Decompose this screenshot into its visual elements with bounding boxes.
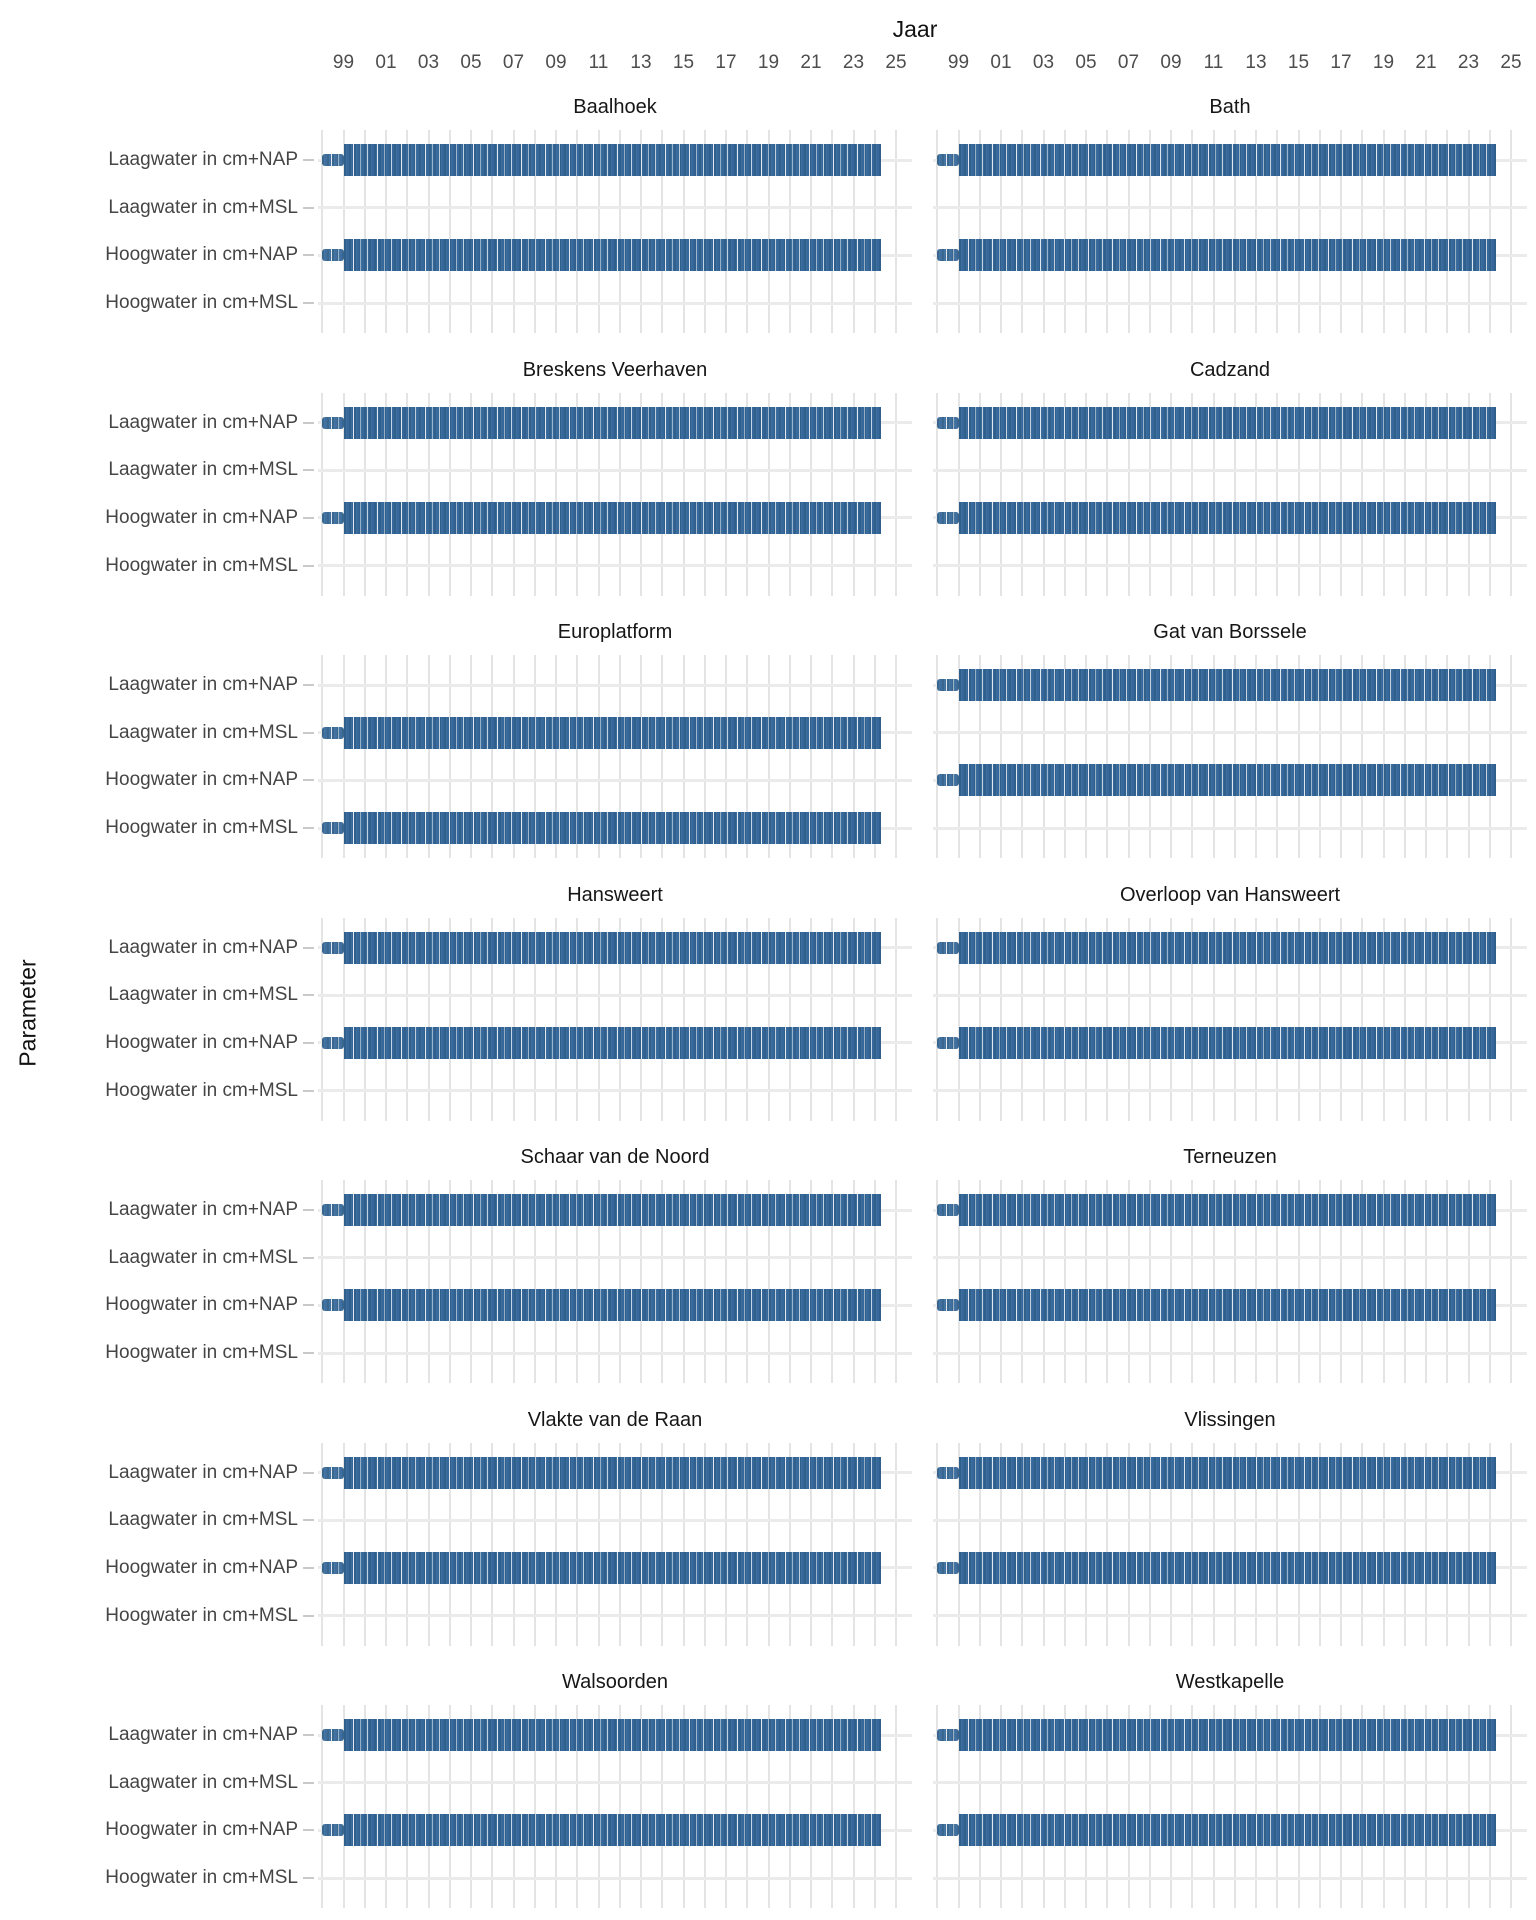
h-gridline [318,684,912,687]
x-tick-label: 13 [1245,52,1267,73]
availability-bar [344,1194,882,1226]
x-tick-label: 05 [1075,52,1097,73]
availability-bar [959,502,1497,534]
x-tick-label: 09 [545,52,567,73]
y-tick-mark [303,1042,314,1044]
facet-title: Walsoorden [562,1671,668,1693]
facet-panel [933,393,1527,596]
y-tick-mark [303,1829,314,1831]
facet-title: Cadzand [1189,358,1271,381]
h-gridline [318,469,912,472]
facet-title: Vlissingen [1184,1408,1276,1431]
x-tick-label: 21 [800,52,822,73]
y-tick-mark [303,1304,314,1306]
availability-bar-sparse [322,417,343,429]
row-label: Laagwater in cm+MSL [108,721,298,743]
y-tick-mark [303,565,314,567]
availability-bar [959,1552,1497,1584]
x-tick-label: 01 [990,52,1012,73]
row-label: Hoogwater in cm+MSL [105,292,298,313]
h-gridline [318,564,912,567]
h-gridline [933,994,1527,997]
availability-bar-sparse [322,822,343,834]
h-gridline [933,206,1527,209]
availability-bar [959,932,1497,964]
row-label: Laagwater in cm+MSL [108,1509,298,1531]
facet-title: Baalhoek [573,96,657,118]
availability-bar [344,717,882,749]
y-tick-mark [303,1257,314,1259]
facet-title: Europlatform [557,621,673,643]
y-tick-mark [303,1567,314,1569]
x-tick-label: 21 [1415,52,1437,73]
availability-bar [959,1814,1497,1846]
row-label: Laagwater in cm+MSL [108,1771,298,1793]
availability-bar [959,764,1497,796]
row-label: Hoogwater in cm+NAP [105,1556,298,1578]
h-gridline [318,994,912,997]
availability-bar-sparse [322,1037,343,1049]
row-label: Hoogwater in cm+MSL [105,1079,298,1101]
y-tick-mark [303,254,314,256]
availability-bar-sparse [937,774,958,786]
availability-bar-sparse [937,1562,958,1574]
y-tick-mark [303,1877,314,1879]
row-label: Laagwater in cm+MSL [108,459,298,481]
facet-panel [933,918,1527,1121]
availability-bar-sparse [322,1729,343,1741]
availability-bar-sparse [322,942,343,954]
availability-bar [959,239,1497,271]
availability-bar-sparse [322,727,343,739]
availability-bar [959,1719,1497,1751]
availability-bar [344,502,882,534]
x-tick-label: 01 [375,52,397,73]
facet-title: Bath [1209,96,1251,118]
x-tick-label: 09 [1160,52,1182,73]
row-label: Hoogwater in cm+NAP [105,506,298,528]
h-gridline [318,302,912,305]
facet-panel [933,130,1527,333]
availability-bar-sparse [322,1562,343,1574]
h-gridline [318,1519,912,1522]
facet-panel [933,1443,1527,1646]
x-tick-label: 23 [1457,52,1480,73]
row-label: Hoogwater in cm+MSL [105,1604,298,1626]
row-label: Laagwater in cm+NAP [108,936,298,958]
availability-bar-sparse [937,1037,958,1049]
facet-title: Vlakte van de Raan [527,1408,703,1431]
x-tick-label: 19 [1372,52,1395,73]
facet-panel [318,1443,912,1646]
x-tick-label: 07 [502,52,525,73]
x-tick-label: 17 [715,52,737,73]
y-tick-mark [303,1734,314,1736]
h-gridline [933,1877,1527,1880]
facet-title: Gat van Borssele [1153,621,1307,643]
y-tick-mark [303,1782,314,1784]
h-gridline [318,1352,912,1355]
h-gridline [318,206,912,209]
availability-bar-sparse [322,1467,343,1479]
h-gridline [933,564,1527,567]
y-tick-mark [303,779,314,781]
availability-bar [344,1552,882,1584]
availability-bar [959,1027,1497,1059]
availability-bar-sparse [937,942,958,954]
availability-bar [344,932,882,964]
y-tick-mark [303,422,314,424]
facet-title: Terneuzen [1183,1146,1277,1168]
row-label: Laagwater in cm+MSL [108,1246,298,1268]
y-axis-title: Parameter [14,959,41,1067]
h-gridline [933,827,1527,830]
row-label: Hoogwater in cm+NAP [105,1294,298,1316]
availability-bar-sparse [322,512,343,524]
availability-bar [959,1289,1497,1321]
facet-panel [318,130,912,333]
row-label: Laagwater in cm+MSL [108,984,298,1006]
row-label: Laagwater in cm+NAP [108,1461,298,1483]
h-gridline [933,1089,1527,1092]
availability-bar-sparse [322,154,343,166]
x-tick-label: 17 [1330,52,1352,73]
availability-bar-sparse [937,1467,958,1479]
h-gridline [933,302,1527,305]
h-gridline [933,731,1527,734]
y-tick-mark [303,947,314,949]
h-gridline [933,1519,1527,1522]
y-tick-mark [303,732,314,734]
facet-panel [318,1180,912,1383]
availability-bar [959,1457,1497,1489]
x-tick-label: 25 [1500,52,1522,73]
x-tick-label: 13 [630,52,652,73]
availability-bar [344,1289,882,1321]
row-label: Hoogwater in cm+MSL [105,817,298,838]
facet-title: Breskens Veerhaven [522,358,708,381]
availability-bar [344,1457,882,1489]
y-tick-mark [303,1472,314,1474]
facet-panel [318,918,912,1121]
availability-bar [344,144,882,176]
y-tick-mark [303,1352,314,1354]
y-tick-mark [303,827,314,829]
x-tick-label: 99 [947,52,970,73]
y-tick-mark [303,1519,314,1521]
row-label: Laagwater in cm+NAP [108,1724,298,1745]
y-tick-mark [303,684,314,686]
availability-bar-sparse [322,1824,343,1836]
row-label: Hoogwater in cm+NAP [105,1031,298,1053]
facet-title: Hansweert [567,883,663,906]
y-tick-mark [303,994,314,996]
availability-bar-sparse [937,1299,958,1311]
facet-title: Schaar van de Noord [520,1146,710,1168]
facet-title: Westkapelle [1175,1671,1285,1693]
y-tick-mark [303,207,314,209]
availability-bar [959,407,1497,439]
row-label: Hoogwater in cm+MSL [105,554,298,576]
h-gridline [933,469,1527,472]
availability-bar-sparse [937,512,958,524]
y-tick-mark [303,517,314,519]
x-tick-label: 03 [1032,52,1055,73]
y-tick-mark [303,302,314,304]
availability-bar [344,1027,882,1059]
facet-panel [933,1705,1527,1908]
x-tick-label: 15 [672,52,695,73]
facet-panel [933,655,1527,858]
x-tick-label: 15 [1287,52,1310,73]
y-tick-mark [303,469,314,471]
row-label: Laagwater in cm+NAP [108,674,298,695]
availability-bar-sparse [937,154,958,166]
availability-bar-sparse [937,1729,958,1741]
h-gridline [318,1256,912,1259]
availability-bar [344,407,882,439]
h-gridline [318,1877,912,1880]
availability-bar-sparse [937,249,958,261]
row-label: Laagwater in cm+NAP [108,411,298,433]
x-tick-label: 19 [757,52,780,73]
x-tick-label: 25 [885,52,907,73]
facet-panel [318,655,912,858]
y-tick-mark [303,1090,314,1092]
x-tick-label: 07 [1117,52,1140,73]
h-gridline [318,779,912,782]
x-tick-label: 11 [1203,52,1224,73]
h-gridline [318,1781,912,1784]
availability-bar-sparse [937,679,958,691]
h-gridline [933,1781,1527,1784]
availability-bar [344,1719,882,1751]
row-label: Hoogwater in cm+MSL [105,1342,298,1363]
x-tick-label: 99 [332,52,355,73]
availability-bar-sparse [322,1204,343,1216]
availability-bar-sparse [937,1824,958,1836]
row-label: Laagwater in cm+MSL [108,196,298,218]
availability-bar [344,1814,882,1846]
h-gridline [933,1256,1527,1259]
x-tick-label: 11 [588,52,609,73]
availability-bar [344,239,882,271]
facet-panel [318,1705,912,1908]
row-label: Laagwater in cm+NAP [108,1199,298,1220]
x-axis-title: Jaar [892,16,938,42]
row-label: Laagwater in cm+NAP [108,149,298,170]
h-gridline [318,1614,912,1617]
facet-title: Overloop van Hansweert [1119,883,1341,906]
row-label: Hoogwater in cm+NAP [105,769,298,791]
x-tick-label: 05 [460,52,482,73]
y-tick-mark [303,1615,314,1617]
row-label: Hoogwater in cm+MSL [105,1867,298,1888]
y-tick-mark [303,1209,314,1211]
h-gridline [318,1089,912,1092]
availability-bar-sparse [322,249,343,261]
row-label: Hoogwater in cm+NAP [105,244,298,266]
x-tick-label: 23 [842,52,865,73]
facet-panel [318,393,912,596]
h-gridline [933,1614,1527,1617]
availability-bar [959,144,1497,176]
facet-panel [933,1180,1527,1383]
availability-bar-sparse [937,1204,958,1216]
row-label: Hoogwater in cm+NAP [105,1819,298,1841]
x-tick-label: 03 [417,52,440,73]
availability-bar [344,812,882,844]
availability-bar-sparse [937,417,958,429]
h-gridline [933,1352,1527,1355]
availability-bar [959,669,1497,701]
availability-bar-sparse [322,1299,343,1311]
y-tick-mark [303,159,314,161]
availability-bar [959,1194,1497,1226]
